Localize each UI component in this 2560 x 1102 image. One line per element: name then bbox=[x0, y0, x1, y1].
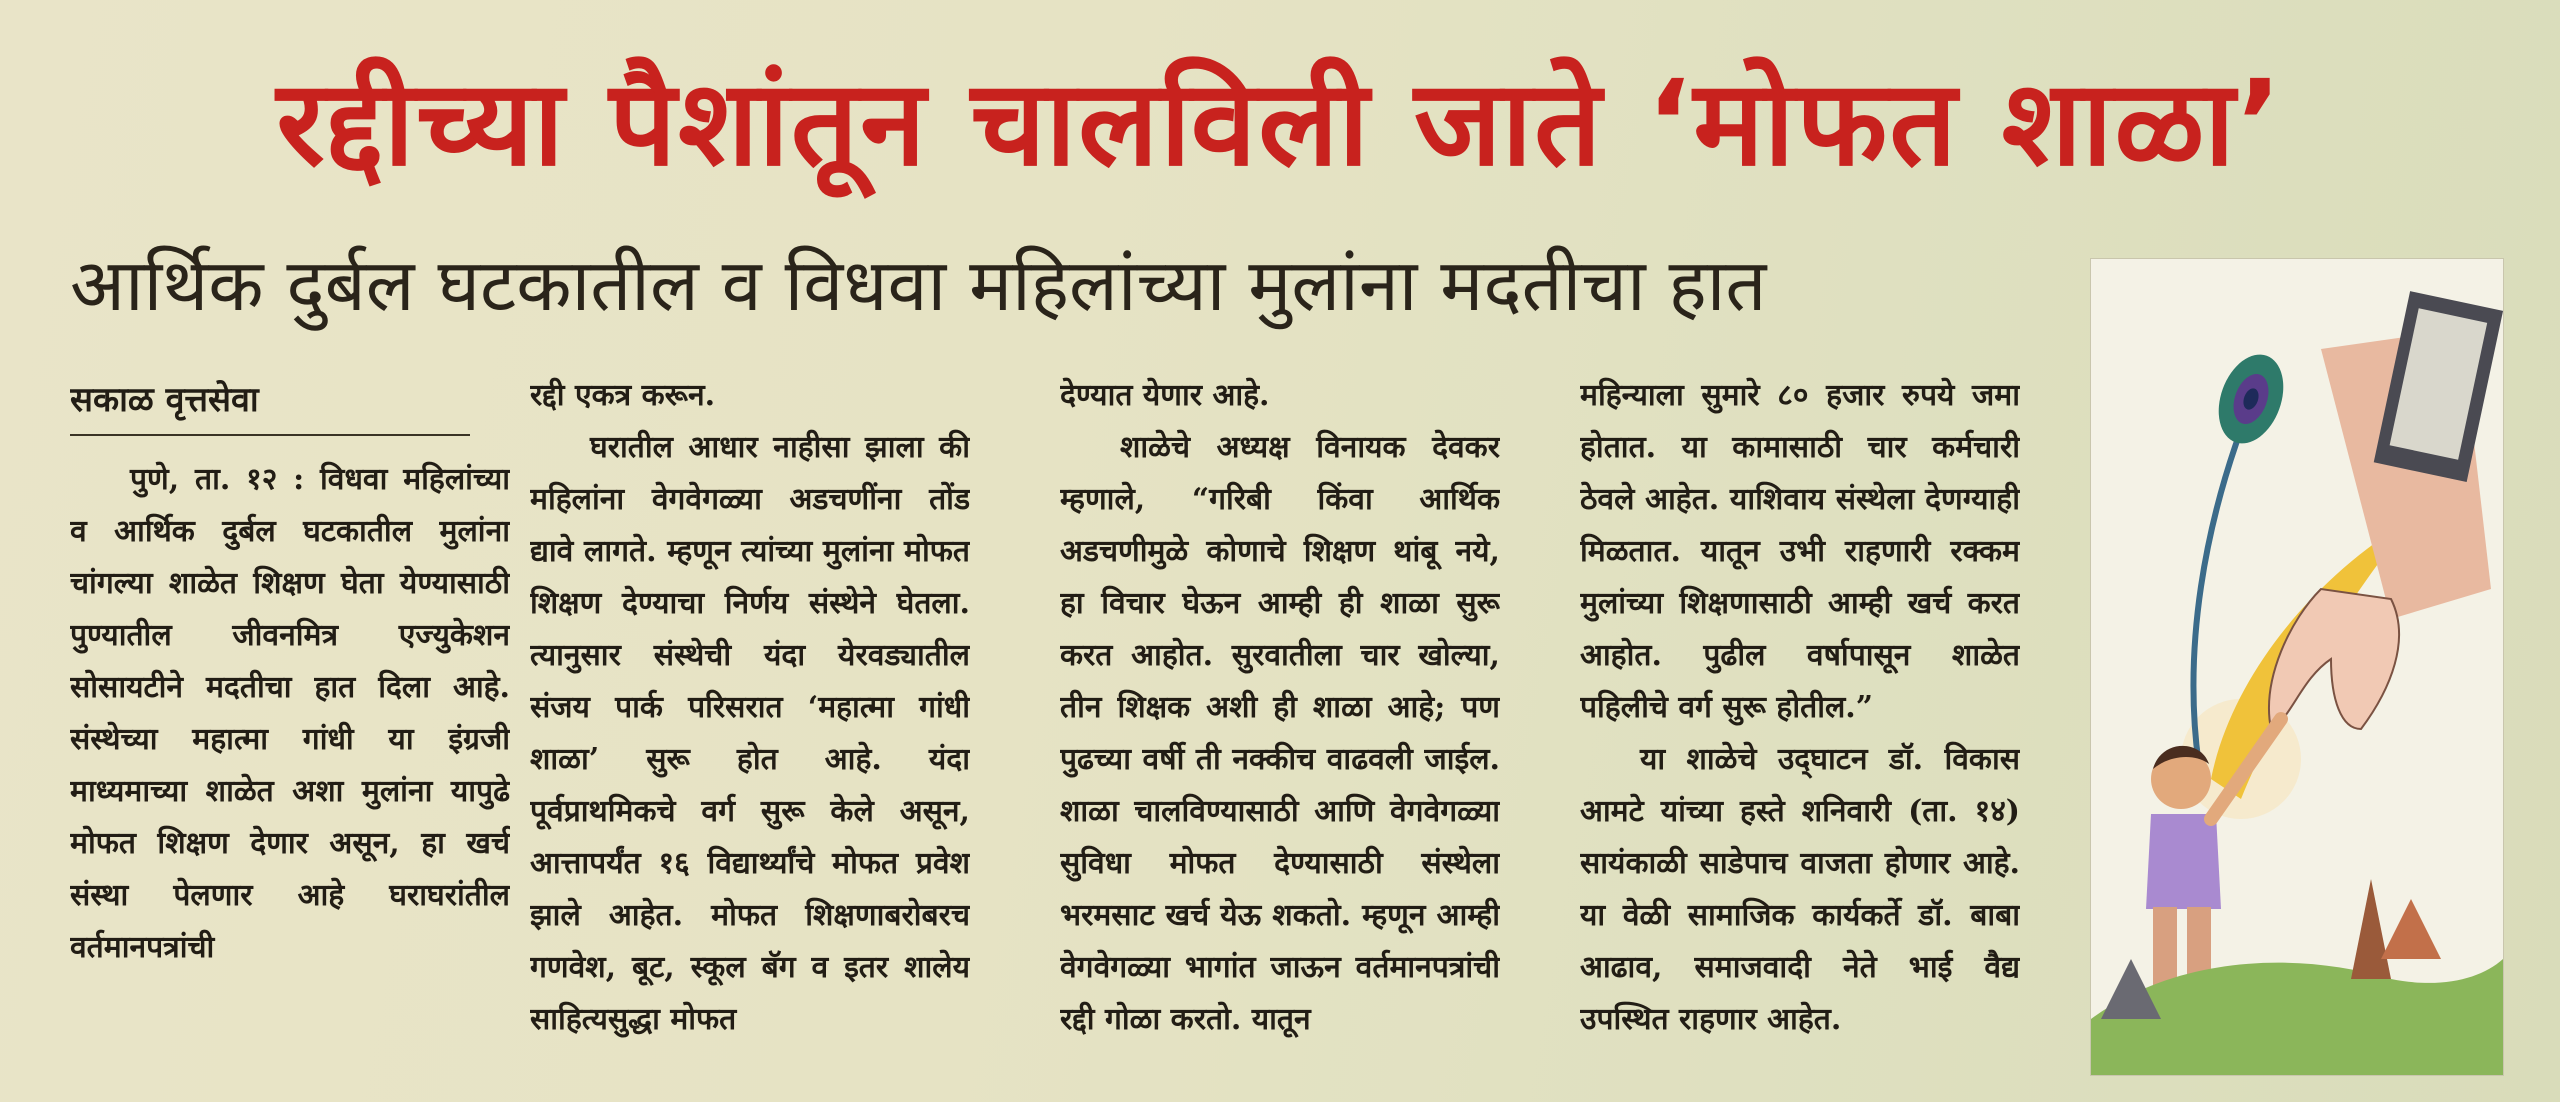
column-3-paragraph-2: शाळेचे अध्यक्ष विनायक देवकर म्हणाले, “गरिबी किंवा आर्थिक अडचणीमुळे कोणाचे शिक्षण थांबू नये, हा विचार घेऊन आम्ही ही शाळा सुरू करत आहोत. सुरवातीला चार खोल्या, तीन शिक्षक अशी ही शाळा आहे; पण पुढच्या वर्षी ती नक्कीच वाढवली जाईल. शाळा चालविण्यासाठी आणि वेगवेगळ्या सुविधा मोफत देण्यासाठी संस्थेला भरमसाट खर्च येऊ शकतो. म्हणून आम्ही वेगवेगळ्या भागांत जाऊन वर्तमानपत्रांची रद्दी गोळा करतो. यातून bbox=[1060, 430, 1500, 1037]
article-column-3 bbox=[1060, 370, 1500, 1070]
subheadline: आर्थिक दुर्बल घटकातील व विधवा महिलांच्या मुलांना मदतीचा हात bbox=[70, 243, 1767, 327]
column-3-paragraph-1: देण्यात येणार आहे. bbox=[1060, 378, 1270, 413]
headline: रद्दीच्या पैशांतून चालविली जाते ‘मोफत शाळा’ bbox=[276, 54, 2284, 192]
column-2-paragraph-2: घरातील आधार नाहीसा झाला की महिलांना वेगवेगळ्या अडचणींना तोंड द्यावे लागते. म्हणून त्यांच्या मुलांना मोफत शिक्षण देण्याचा निर्णय संस्थेने घेतला. त्यानुसार संस्थेची यंदा येरवड्यातील संजय पार्क परिसरात ‘महात्मा गांधी शाळा’ सुरू होत आहे. यंदा पूर्वप्राथमिकचे वर्ग सुरू केले असून, आत्तापर्यंत १६ विद्यार्थ्यांचे मोफत प्रवेश झाले आहेत. मोफत शिक्षणाबरोबरच गणवेश, बूट, स्कूल बॅग व इतर शालेय साहित्यसुद्धा मोफत bbox=[530, 430, 970, 1037]
hand-giving-book-to-child-illustration bbox=[2091, 259, 2503, 1075]
column-4-paragraph-2: या शाळेचे उद्‌घाटन डॉ. विकास आमटे यांच्या हस्ते शनिवारी (ता. १४) सायंकाळी साडेपाच वाजता होणार आहे. या वेळी सामाजिक कार्यकर्ते डॉ. बाबा आढाव, समाजवादी नेते भाई वैद्य उपस्थित राहणार आहेत. bbox=[1580, 742, 2020, 1037]
byline: सकाळ वृत्तसेवा bbox=[70, 370, 470, 436]
column-4-paragraph-1: महिन्याला सुमारे ८० हजार रुपये जमा होतात. या कामासाठी चार कर्मचारी ठेवले आहेत. याशिवाय संस्थेला देणग्याही मिळतात. यातून उभी राहणारी रक्कम मुलांच्या शिक्षणासाठी आम्ही खर्च करत आहोत. पुढील वर्षापासून शाळेत पहिलीचे वर्ग सुरू होतील.” bbox=[1580, 378, 2020, 725]
column-1-paragraph-1: पुणे, ता. १२ : विधवा महिलांच्या व आर्थिक दुर्बल घटकातील मुलांना चांगल्या शाळेत शिक्षण घेता येण्यासाठी पुण्यातील जीवनमित्र एज्युकेशन सोसायटीने मदतीचा हात दिला आहे. संस्थेच्या महात्मा गांधी या इंग्रजी माध्यमाच्या शाळेत अशा मुलांना यापुढे मोफत शिक्षण देणार असून, हा खर्च संस्था पेलणार आहे घराघरांतील वर्तमानपत्रांची bbox=[70, 462, 510, 965]
article-column-2 bbox=[530, 370, 970, 1070]
article-illustration bbox=[2090, 258, 2504, 1076]
article-column-4 bbox=[1580, 370, 2020, 1070]
article-column-1 bbox=[70, 370, 510, 1070]
column-2-paragraph-1: रद्दी एकत्र करून. bbox=[530, 378, 716, 413]
